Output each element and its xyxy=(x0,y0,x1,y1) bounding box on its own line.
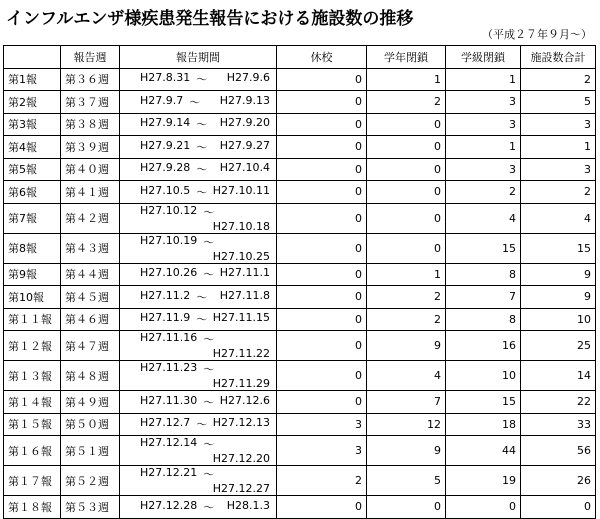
total-cell: 2 xyxy=(521,68,596,91)
total-cell: 22 xyxy=(521,391,596,414)
period-end: H27.12.6 xyxy=(219,393,270,407)
period-tilde: ～ xyxy=(203,205,215,219)
report-number-cell: 第１８報 xyxy=(4,496,61,519)
closure-cell: 0 xyxy=(277,361,367,391)
period-tilde: ～ xyxy=(196,418,208,432)
class-closure-cell: 1 xyxy=(446,136,521,159)
report-number-cell: 第2報 xyxy=(4,91,61,114)
report-period-cell xyxy=(120,361,277,391)
table-row xyxy=(4,263,596,286)
table-row xyxy=(4,466,596,496)
grade-closure-cell: 0 xyxy=(367,158,446,181)
header-week: 報告週 xyxy=(61,46,120,69)
total-cell: 1 xyxy=(521,136,596,159)
period-tilde: ～ xyxy=(203,235,215,249)
report-number-cell: 第１１報 xyxy=(4,308,61,331)
report-period-cell xyxy=(120,233,277,263)
table-row xyxy=(4,158,596,181)
period-start: H27.8.31 xyxy=(140,71,191,85)
period-start: H27.11.23 xyxy=(140,361,198,374)
report-week-cell: 第４０週 xyxy=(61,158,120,181)
report-period-cell xyxy=(120,68,277,91)
report-period-cell xyxy=(120,331,277,361)
total-cell: 2 xyxy=(521,181,596,204)
total-cell: 5 xyxy=(521,91,596,114)
grade-closure-cell: 9 xyxy=(367,331,446,361)
period-start: H27.11.9 xyxy=(140,311,191,325)
period-end: H27.12.13 xyxy=(212,416,270,430)
report-period-cell xyxy=(120,158,277,181)
period-tilde: ～ xyxy=(203,268,215,282)
period-end: H27.11.1 xyxy=(219,266,270,280)
closure-cell: 0 xyxy=(277,308,367,331)
closure-cell: 0 xyxy=(277,158,367,181)
period-start: H27.12.28 xyxy=(140,498,198,512)
header-class-closure: 学級閉鎖 xyxy=(446,46,521,69)
period-end: H27.10.4 xyxy=(219,161,270,175)
period-start: H27.10.5 xyxy=(140,183,191,197)
period-end: H27.12.20 xyxy=(212,452,270,465)
grade-closure-cell: 2 xyxy=(367,286,446,309)
grade-closure-cell: 1 xyxy=(367,68,446,91)
period-tilde: ～ xyxy=(203,500,215,514)
closure-cell: 3 xyxy=(277,436,367,466)
grade-closure-cell: 9 xyxy=(367,436,446,466)
closure-cell: 0 xyxy=(277,203,367,233)
total-cell: 15 xyxy=(521,233,596,263)
class-closure-cell: 0 xyxy=(446,496,521,519)
report-period-cell xyxy=(120,496,277,519)
period-end: H27.9.27 xyxy=(219,138,270,152)
report-week-cell: 第３８週 xyxy=(61,113,120,136)
class-closure-cell: 7 xyxy=(446,286,521,309)
report-week-cell: 第４１週 xyxy=(61,181,120,204)
facility-count-table xyxy=(3,45,596,519)
report-week-cell: 第３７週 xyxy=(61,91,120,114)
header-period: 報告期間 xyxy=(120,46,277,69)
table-row xyxy=(4,286,596,309)
closure-cell: 0 xyxy=(277,331,367,361)
total-cell: 9 xyxy=(521,263,596,286)
report-period-cell xyxy=(120,308,277,331)
report-number-cell: 第１２報 xyxy=(4,331,61,361)
period-start: H27.9.14 xyxy=(140,116,191,130)
header-report xyxy=(4,46,61,69)
period-end: H27.9.20 xyxy=(219,116,270,130)
period-end: H27.11.15 xyxy=(212,311,270,325)
total-cell: 26 xyxy=(521,466,596,496)
class-closure-cell: 1 xyxy=(446,68,521,91)
class-closure-cell: 15 xyxy=(446,233,521,263)
period-end: H27.11.29 xyxy=(212,377,270,390)
table-row xyxy=(4,308,596,331)
report-number-cell: 第１６報 xyxy=(4,436,61,466)
report-period-cell xyxy=(120,91,277,114)
total-cell: 56 xyxy=(521,436,596,466)
period-tilde: ～ xyxy=(189,95,201,109)
report-period-cell xyxy=(120,436,277,466)
period-end: H28.1.3 xyxy=(226,498,270,512)
closure-cell: 3 xyxy=(277,413,367,436)
report-week-cell: 第５２週 xyxy=(61,466,120,496)
header-closure: 休校 xyxy=(277,46,367,69)
report-week-cell: 第５３週 xyxy=(61,496,120,519)
period-tilde: ～ xyxy=(196,73,208,87)
report-period-cell xyxy=(120,203,277,233)
report-week-cell: 第４３週 xyxy=(61,233,120,263)
total-cell: 0 xyxy=(521,496,596,519)
period-tilde: ～ xyxy=(196,163,208,177)
period-end: H27.9.6 xyxy=(226,71,270,85)
period-start: H27.10.12 xyxy=(140,203,198,217)
closure-cell: 0 xyxy=(277,68,367,91)
period-end: H27.9.13 xyxy=(219,93,270,107)
period-tilde: ～ xyxy=(196,140,208,154)
report-number-cell: 第１７報 xyxy=(4,466,61,496)
report-week-cell: 第４７週 xyxy=(61,331,120,361)
grade-closure-cell: 0 xyxy=(367,496,446,519)
period-start: H27.9.7 xyxy=(140,93,184,107)
period-start: H27.12.7 xyxy=(140,416,191,430)
period-tilde: ～ xyxy=(196,185,208,199)
total-cell: 25 xyxy=(521,331,596,361)
closure-cell: 0 xyxy=(277,391,367,414)
period-tilde: ～ xyxy=(203,363,215,376)
report-period-cell xyxy=(120,181,277,204)
grade-closure-cell: 12 xyxy=(367,413,446,436)
report-week-cell: 第３６週 xyxy=(61,68,120,91)
period-note: （平成２７年９月～） xyxy=(482,28,592,41)
period-tilde: ～ xyxy=(196,290,208,304)
table-row xyxy=(4,136,596,159)
period-end: H27.12.27 xyxy=(212,482,270,495)
class-closure-cell: 3 xyxy=(446,91,521,114)
report-number-cell: 第10報 xyxy=(4,286,61,309)
period-tilde: ～ xyxy=(196,118,208,132)
table-row xyxy=(4,181,596,204)
table-row xyxy=(4,391,596,414)
closure-cell: 0 xyxy=(277,181,367,204)
report-week-cell: 第５０週 xyxy=(61,413,120,436)
period-start: H27.11.16 xyxy=(140,331,198,344)
table-row xyxy=(4,113,596,136)
class-closure-cell: 2 xyxy=(446,181,521,204)
class-closure-cell: 16 xyxy=(446,331,521,361)
class-closure-cell: 44 xyxy=(446,436,521,466)
class-closure-cell: 3 xyxy=(446,158,521,181)
closure-cell: 0 xyxy=(277,286,367,309)
closure-cell: 0 xyxy=(277,91,367,114)
total-cell: 3 xyxy=(521,113,596,136)
report-week-cell: 第４９週 xyxy=(61,391,120,414)
period-tilde: ～ xyxy=(203,395,215,409)
class-closure-cell: 3 xyxy=(446,113,521,136)
grade-closure-cell: 2 xyxy=(367,308,446,331)
period-tilde: ～ xyxy=(203,468,215,481)
period-start: H27.12.14 xyxy=(140,436,198,449)
period-start: H27.10.26 xyxy=(140,266,198,280)
class-closure-cell: 15 xyxy=(446,391,521,414)
total-cell: 33 xyxy=(521,413,596,436)
period-tilde: ～ xyxy=(203,438,215,451)
report-week-cell: 第４８週 xyxy=(61,361,120,391)
period-tilde: ～ xyxy=(196,313,208,327)
grade-closure-cell: 5 xyxy=(367,466,446,496)
report-week-cell: 第４２週 xyxy=(61,203,120,233)
report-week-cell: 第４４週 xyxy=(61,263,120,286)
report-week-cell: 第３９週 xyxy=(61,136,120,159)
page-title: インフルエンザ様疾患発生報告における施設数の推移 xyxy=(6,9,414,29)
table-row xyxy=(4,361,596,391)
period-tilde: ～ xyxy=(203,333,215,346)
table-row xyxy=(4,91,596,114)
closure-cell: 0 xyxy=(277,113,367,136)
grade-closure-cell: 2 xyxy=(367,91,446,114)
total-cell: 14 xyxy=(521,361,596,391)
table-row xyxy=(4,331,596,361)
table-row xyxy=(4,233,596,263)
report-period-cell xyxy=(120,286,277,309)
period-start: H27.10.19 xyxy=(140,233,198,247)
report-week-cell: 第４６週 xyxy=(61,308,120,331)
report-number-cell: 第4報 xyxy=(4,136,61,159)
report-period-cell xyxy=(120,136,277,159)
total-cell: 3 xyxy=(521,158,596,181)
report-number-cell: 第5報 xyxy=(4,158,61,181)
closure-cell: 0 xyxy=(277,136,367,159)
table-row xyxy=(4,413,596,436)
report-week-cell: 第５１週 xyxy=(61,436,120,466)
report-number-cell: 第6報 xyxy=(4,181,61,204)
period-end: H27.10.25 xyxy=(212,249,270,263)
total-cell: 9 xyxy=(521,286,596,309)
report-number-cell: 第8報 xyxy=(4,233,61,263)
table-row xyxy=(4,68,596,91)
period-start: H27.12.21 xyxy=(140,466,198,479)
table-row xyxy=(4,496,596,519)
total-cell: 10 xyxy=(521,308,596,331)
grade-closure-cell: 0 xyxy=(367,233,446,263)
report-number-cell: 第1報 xyxy=(4,68,61,91)
header-total: 施設数合計 xyxy=(521,46,596,69)
total-cell: 4 xyxy=(521,203,596,233)
table-row xyxy=(4,436,596,466)
period-start: H27.11.2 xyxy=(140,288,191,302)
report-period-cell xyxy=(120,391,277,414)
report-number-cell: 第3報 xyxy=(4,113,61,136)
period-end: H27.11.22 xyxy=(212,347,270,360)
period-end: H27.10.11 xyxy=(212,183,270,197)
report-number-cell: 第１４報 xyxy=(4,391,61,414)
report-period-cell xyxy=(120,263,277,286)
report-period-cell xyxy=(120,466,277,496)
period-end: H27.10.18 xyxy=(212,219,270,233)
class-closure-cell: 8 xyxy=(446,263,521,286)
class-closure-cell: 19 xyxy=(446,466,521,496)
report-number-cell: 第１５報 xyxy=(4,413,61,436)
grade-closure-cell: 0 xyxy=(367,136,446,159)
report-week-cell: 第４５週 xyxy=(61,286,120,309)
period-start: H27.9.28 xyxy=(140,161,191,175)
class-closure-cell: 4 xyxy=(446,203,521,233)
period-start: H27.11.30 xyxy=(140,393,198,407)
header-row xyxy=(4,46,596,69)
table-row xyxy=(4,203,596,233)
report-period-cell xyxy=(120,113,277,136)
closure-cell: 0 xyxy=(277,263,367,286)
grade-closure-cell: 1 xyxy=(367,263,446,286)
grade-closure-cell: 0 xyxy=(367,113,446,136)
report-number-cell: 第１３報 xyxy=(4,361,61,391)
header-grade-closure: 学年閉鎖 xyxy=(367,46,446,69)
report-number-cell: 第9報 xyxy=(4,263,61,286)
grade-closure-cell: 7 xyxy=(367,391,446,414)
class-closure-cell: 8 xyxy=(446,308,521,331)
grade-closure-cell: 4 xyxy=(367,361,446,391)
closure-cell: 0 xyxy=(277,496,367,519)
period-end: H27.11.8 xyxy=(219,288,270,302)
grade-closure-cell: 0 xyxy=(367,181,446,204)
period-start: H27.9.21 xyxy=(140,138,191,152)
class-closure-cell: 18 xyxy=(446,413,521,436)
report-number-cell: 第7報 xyxy=(4,203,61,233)
closure-cell: 0 xyxy=(277,233,367,263)
report-period-cell xyxy=(120,413,277,436)
closure-cell: 2 xyxy=(277,466,367,496)
grade-closure-cell: 0 xyxy=(367,203,446,233)
class-closure-cell: 10 xyxy=(446,361,521,391)
